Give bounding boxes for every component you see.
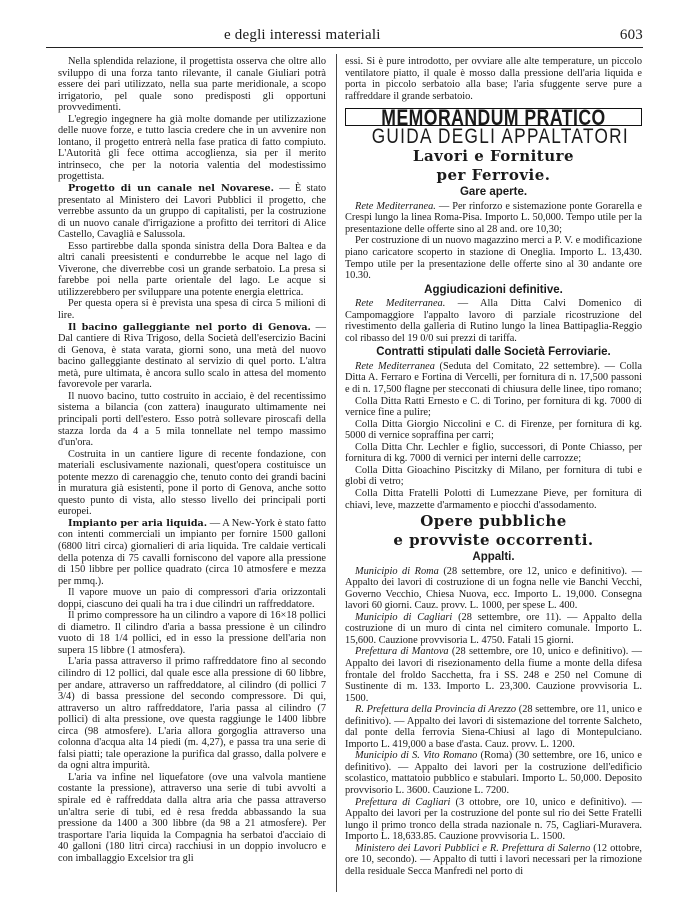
left-column — [58, 56, 326, 864]
running-header — [46, 27, 643, 45]
listing: Colla Ditta Gioachino Piscitzky di Milano, per fornitura di tubi e globi di vetro; — [345, 464, 642, 488]
paragraph: Costruita in un cantiere ligure di recente fondazione, con materiali esclusivamente nazionali, quest'opera costituisce un potente mezzo di carenaggio che, tenuto conto dei grandi bacini in muratura già esistenti, pone il porto di Genova, anche sotto questo punto di vista, allo stesso livello dei principali porti europei. — [58, 448, 326, 518]
listing-label: Prefettura di Cagliari — [355, 796, 451, 808]
article-text: — È stato presentato al Ministero dei Lavori Pubblici il progetto, che verrebbe assunto da un gruppo di capitalisti, per la costruzione di un nuovo canale d'irrigazione a profitto dei territori di Alice Castello, Cavaglià e Salussola. — [58, 183, 326, 241]
listing — [345, 843, 642, 878]
subheading-contratti: Contratti stipulati dalle Società Ferroviarie. — [376, 346, 611, 359]
article-title: Il bacino galleggiante nel porto di Genova. — [68, 321, 311, 333]
article-aria-liquida — [58, 518, 326, 587]
listing-label: Rete Mediterranea — [355, 360, 435, 372]
column-divider — [336, 54, 337, 892]
section-heading-lavori: Lavori e Forniture — [412, 147, 575, 166]
article-canale-novarese — [58, 183, 326, 241]
listing — [345, 361, 642, 396]
paragraph: L'aria passa attraverso il primo raffreddatore fino al secondo cilindro di 12 pollici, dal quale esce alla pressione di 60 libbre, per andare, attraverso un raffreddatore, al cilindro (di pollici 7 3/4) di bassa pressione del secondo compressore. Di qui, attraverso un altro raffreddatore, l'aria passa al cilindro (7 pollici) di alta pressione, ove questa raggiunge le 1400 libbre circa (98 atmosfere). L'aria allora gorgoglia attraverso una colonna d'acqua alta 14 piedi (m. 4,27), e passa tra una serie di falsi piatti; tale operazione la purifica dal grasso, dalla polvere e da ogni altra impurità. — [58, 656, 326, 772]
listing-label: Municipio di Roma — [355, 565, 439, 577]
listing-text: (28 settembre, ore 11, unico e definitivo). — Appalto dei lavori di sistemazione del torrente Salcheto, dal ponte della ferrovia Siena-Chiusi al lago di Montepulciano. Importo L. 419,000 a base d'asta. Cauz. provv. L. 1200. — [345, 704, 642, 750]
subheading-aggiudicazioni: Aggiudicazioni definitive. — [424, 283, 563, 296]
article-bacino-genova — [58, 322, 326, 391]
memorandum-banner — [345, 105, 642, 131]
listing-label: Municipio di S. Vito Romano — [355, 750, 478, 762]
paragraph: L'egregio ingegnere ha già molte domande per utilizzazione delle nuove forze, e tutto lascia credere che in un avvenire non lontano, il progetto entrerà nella fase pratica di fatto compiuto. L'Autorità gli fece ottima accoglienza, sia per il merito intrinseco, che per la notoria valentia del modestissimo progettista. — [58, 113, 326, 183]
listing-text: (28 settembre, ore 11). — Appalto della costruzione di un muro di cinta nel cimitero comunale. Importo L. 15,600. Cauzione provvisoria L. 4750. Fatali 15 giorni. — [345, 611, 642, 646]
section-heading-ferrovie: per Ferrovie. — [436, 166, 551, 185]
paragraph: Esso partirebbe dalla sponda sinistra della Dora Baltea e da altri canali preesistenti e condurrebbe le acque nel lago di Viverone, che diverrebbe così un grande serbatoio. La presa si farebbe poi nella parte orientale del lago. Le acque si utilizzerebbero per sviluppare una potente energia elettrica. — [58, 240, 326, 298]
subheading-appalti: Appalti. — [472, 551, 515, 564]
listing-label: Rete Mediterranea. — [355, 200, 436, 212]
article-text: — A New-York è stato fatto con intenti commerciali un impianto per fornire 1500 galloni (6800 litri circa) giornalieri di aria liquida. Tre caldaie verticali della potenza di 75 cavalli forniscono del vapore alla pressione di 150 libbre per pollice quadrato (circa 10 atmosfere e mezza per mmq.). — [58, 517, 326, 587]
listing: Per costruzione di un nuovo magazzino merci a P. V. e modificazione piano caricatore scoperto in stazione di Oneglia. Importo L. 13,430. Tempo utile per la presentazione delle offerte sino al 30 andante ore 10.30. — [345, 235, 642, 282]
paragraph: Il nuovo bacino, tutto costruito in acciaio, è del recentissimo sistema a bilancia (con zattera) inaugurato ultimamente nei principali porti dell'estero. Esso potrà sollevare piroscafi della stazza lorda da 4 a 5 mila tonnellate nel tempo massimo d'un'ora. — [58, 390, 326, 449]
listing — [345, 797, 642, 843]
subheading-gare: Gare aperte. — [459, 186, 528, 199]
guide-title: GUIDA DEGLI APPALTATORI — [371, 124, 630, 148]
listing-text: (Roma) (30 settembre, ore 16, unico e definitivo). — Appalto dei lavori per la costruzione dell'edificio scolastico, mattatoio pubblico e stabulari. Importo L. 50,000. Deposito provvisorio L. 3600. Cauzione L. 7200. — [345, 750, 642, 796]
listing — [345, 298, 642, 344]
page-number: 603 — [619, 27, 643, 43]
listing: Colla Ditta Chr. Lechler e figlio, successori, di Ponte Chiasso, per fornitura di kg. 7000 di vernici per interni delle carrozze; — [345, 441, 642, 465]
right-column — [345, 56, 642, 877]
paragraph: Nella splendida relazione, il progettista osserva che oltre allo sviluppo di una forza tanto rilevante, il canale Giuliari potrà essere dei pari utilizzato, nella sua parte meridionale, a scopo irrigatorio, pel quale sono predisposti gli opportuni provvedimenti. — [58, 56, 326, 114]
listing-text: (12 ottobre, ore 10, secondo). — Appalto di tutti i lavori necessari per la rimozione della residuale Secca Manfredi nel porto di — [345, 842, 642, 877]
listing: Colla Ditta Giorgio Niccolini e C. di Firenze, per fornitura di kg. 5000 di vernice sopraffina per carri; — [345, 418, 642, 442]
section-heading-opere: Opere pubbliche — [420, 512, 567, 531]
listing: Colla Ditta Ratti Ernesto e C. di Torino, per fornitura di kg. 7000 di vernice fine a pulire; — [345, 395, 642, 419]
paragraph: Il vapore muove un paio di compressori d'aria orizzontali doppi, ciascuno dei quali ha tra i due cilindri un raffreddatore. — [58, 587, 326, 610]
article-title: Progetto di un canale nel Novarese. — [68, 183, 274, 195]
listing-label: R. Prefettura della Provincia di Arezzo — [355, 704, 517, 716]
memorandum-title: MEMORANDUM PRATICO — [381, 105, 606, 131]
listing — [345, 612, 642, 647]
listing-label: Ministero dei Lavori Pubblici e R. Prefettura di Salerno — [355, 842, 591, 854]
listing — [345, 201, 642, 236]
listing-label: Prefettura di Mantova — [355, 646, 449, 658]
listing — [345, 566, 642, 612]
listing — [345, 646, 642, 704]
paragraph: L'aria va infine nel liquefatore (ove una valvola mantiene costante la pressione), attraverso una serie di tubi avvolti a spirale ed è raffreddata dalla altra aria che passa attraverso un'altra serie di tubi, ed è resa fredda abbassando la sua pressione da 1400 a 300 libbre (da 98 a 21 atmosfere). Per trasportare l'aria liquida la Compagnia ha serbatoi d'acciaio di 40 galloni (180 litri circa) racchiusi in un doppio involucro e con imballaggio Excelsior tra gli — [58, 771, 326, 864]
listing-text: (28 settembre, ore 12, unico e definitivo). — Appalto dei lavori di costruzione di un fogna nelle vie Banchi Vecchi, Governo Vecchio, Chiesa Nuova, ecc. Importo L. 19,000. Consegna lavori 60 giorni. Cauz. provv. L. 1000, per spese L. 400. — [345, 565, 642, 612]
section-heading-provviste: e provviste occorrenti. — [393, 531, 594, 550]
journal-title: e degli interessi materiali — [224, 27, 381, 43]
listing-text: (28 settembre, ore 10, unico e definitivo). — Appalto dei lavori di risezionamento della fiume a monte della difesa frontale del froldo Sacchetta, fra i SS. 248 e 250 nel Comune di Sustinente di m. 133. Importo L. 23,300. Cauzione provvisoria L. 1500. — [345, 646, 642, 704]
paragraph: Il primo compressore ha un cilindro a vapore di 16×18 pollici di diametro. Il cilindro d'aria a bassa pressione è un cilindro vuoto di 18 1/4 pollici, ed in esso la pressione dell'aria non supera 15 libbre (1 atmosfera). — [58, 610, 326, 656]
header-rule — [46, 47, 643, 48]
listing-label: Rete Mediterranea. — [355, 298, 446, 310]
listing — [345, 704, 642, 750]
listing — [345, 750, 642, 796]
listing-text: (3 ottobre, ore 10, unico e definitivo). — Appalto dei lavori per la costruzione del ponte sul rio dei Sette Fratelli lungo il primo tronco della strada nazionale n. 75, Cagliari-Muravera. Importo L. 18,633.85. Cauzione provvisoria L. 1500. — [345, 796, 642, 843]
listing-text: (Seduta del Comitato, 22 settembre). — Colla Ditta A. Ferraro e Fortina di Vercelli, per fornitura di n. 17,500 passoni e di n. 17,500 flagne per stecconati di chiusura delle linee, tipo romano; — [345, 360, 642, 396]
listing-text: — Per rinforzo e sistemazione ponte Gorarella e Crespi lungo la linea Roma-Pisa. Importo L. 50,000. Tempo utile per la presentazione delle offerte sino al 28 and. ore 10,30; — [345, 200, 642, 235]
article-title: Impianto per aria liquida. — [68, 517, 208, 529]
listing-text: — Alla Ditta Calvi Domenico di Campomaggiore l'appalto lavoro di parziale ricostruzione del rivestimento della galleria di Rutino lungo la linea Battipaglia-Reggio col ribasso del 19 0/0 sui prezzi di tariffa. — [345, 298, 643, 344]
listing: Colla Ditta Fratelli Polotti di Lumezzane Pieve, per fornitura di chiavi, leve, mazzette d'armamento e piocchi d'assodamento. — [345, 487, 642, 511]
listing-label: Municipio di Cagliari — [355, 611, 453, 623]
article-text: — Dal cantiere di Riva Trigoso, della Società dell'esercizio Bacini di Genova, è stata varata, giorni sono, una metà del nuovo bacino galleggiante destinato al servizio di quel porto. L'altra metà, pure ultimata, è ancora sullo scalo in attesa del momento favorevole per vararla. — [58, 321, 326, 391]
paragraph: essi. Si è pure introdotto, per ovviare alle alte temperature, un piccolo ventilatore piatto, il quale è mosso dalla pressione dell'aria liquida e porta in piccolo serbatoio alla base; l'aria sfuggente serve pure a raffreddare il grande serbatoio. — [345, 56, 642, 102]
paragraph: Per questa opera si è prevista una spesa di circa 5 milioni di lire. — [58, 298, 326, 322]
